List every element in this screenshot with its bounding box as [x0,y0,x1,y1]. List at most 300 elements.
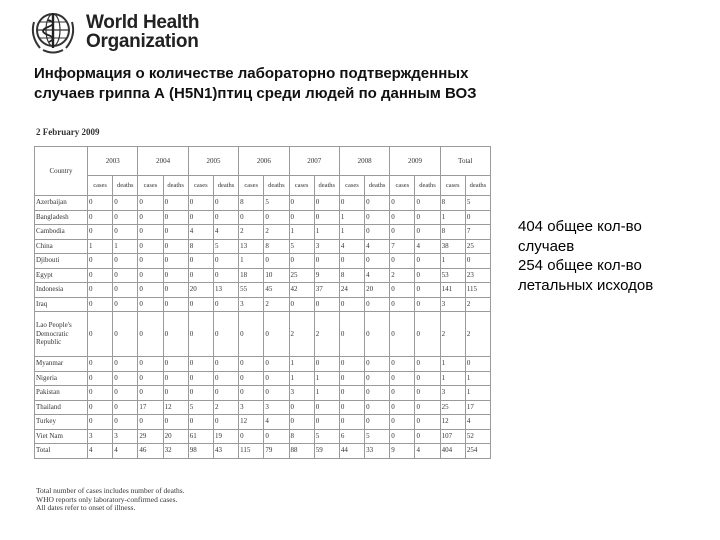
cases-cell: 0 [339,400,364,415]
deaths-cell: 0 [365,386,390,401]
cases-cell: 0 [88,371,113,386]
deaths-cell: 0 [163,239,188,254]
deaths-subheader: deaths [415,176,440,196]
cases-subheader: cases [289,176,314,196]
cases-cell: 24 [339,283,364,298]
cases-cell: 8 [440,196,465,211]
deaths-subheader: deaths [213,176,238,196]
cases-cell: 0 [138,196,163,211]
cases-cell: 0 [289,210,314,225]
deaths-cell: 0 [213,415,238,430]
deaths-cell: 25 [465,239,490,254]
deaths-cell: 0 [365,357,390,372]
deaths-cell: 4 [264,415,289,430]
cases-cell: 0 [138,297,163,312]
report-date: 2 February 2009 [36,127,100,137]
deaths-subheader: deaths [264,176,289,196]
deaths-cell: 0 [415,297,440,312]
deaths-cell: 0 [213,312,238,357]
cases-cell: 0 [138,268,163,283]
footnote: WHO reports only laboratory-confirmed cases. [36,494,178,504]
deaths-cell: 23 [465,268,490,283]
cases-cell: 2 [440,312,465,357]
deaths-cell: 0 [365,196,390,211]
deaths-cell: 0 [163,415,188,430]
deaths-cell: 0 [314,196,339,211]
deaths-cell: 0 [415,400,440,415]
deaths-cell: 7 [465,225,490,240]
cases-cell: 0 [188,312,213,357]
cases-cell: 1 [440,371,465,386]
deaths-cell: 0 [163,386,188,401]
table-row [35,400,491,415]
deaths-cell: 0 [264,357,289,372]
deaths-cell: 0 [314,400,339,415]
cases-cell: 0 [138,357,163,372]
deaths-cell: 0 [113,225,138,240]
cases-cell: 0 [390,254,415,269]
cases-cell: 9 [390,444,415,459]
cases-cell: 5 [289,239,314,254]
cases-cell: 0 [390,371,415,386]
table-row [35,225,491,240]
deaths-cell: 4 [113,444,138,459]
year-header: 2006 [239,147,289,176]
cases-cell: 1 [440,210,465,225]
country-cell: Azerbaijan [35,196,88,211]
deaths-cell: 0 [113,386,138,401]
deaths-cell: 0 [213,357,238,372]
deaths-cell: 4 [213,225,238,240]
cases-cell: 0 [239,371,264,386]
cases-cell: 1 [289,371,314,386]
deaths-cell: 3 [264,400,289,415]
deaths-cell: 0 [415,312,440,357]
cases-cell: 0 [239,357,264,372]
cases-cell: 0 [138,283,163,298]
deaths-cell: 254 [465,444,490,459]
summary-line: 254 общее кол-во [518,257,642,274]
cases-cell: 0 [390,312,415,357]
summary-text [518,217,708,295]
deaths-cell: 2 [465,312,490,357]
deaths-cell: 8 [264,239,289,254]
deaths-cell: 43 [213,444,238,459]
deaths-cell: 0 [113,210,138,225]
cases-cell: 88 [289,444,314,459]
cases-cell: 0 [88,415,113,430]
deaths-cell: 0 [163,297,188,312]
table-row [35,297,491,312]
deaths-cell: 0 [314,357,339,372]
deaths-cell: 0 [415,415,440,430]
deaths-subheader: deaths [314,176,339,196]
cases-cell: 61 [188,429,213,444]
deaths-cell: 20 [365,283,390,298]
deaths-cell: 10 [264,268,289,283]
deaths-cell: 0 [113,297,138,312]
country-cell: Djibouti [35,254,88,269]
cases-subheader: cases [339,176,364,196]
deaths-cell: 0 [213,268,238,283]
deaths-cell: 2 [213,400,238,415]
cases-cell: 0 [289,297,314,312]
deaths-cell: 0 [415,196,440,211]
cases-cell: 0 [239,429,264,444]
deaths-cell: 0 [113,371,138,386]
cases-cell: 7 [390,239,415,254]
cases-subheader: cases [188,176,213,196]
deaths-cell: 0 [365,371,390,386]
deaths-cell: 2 [264,297,289,312]
deaths-cell: 2 [314,312,339,357]
cases-cell: 8 [289,429,314,444]
deaths-subheader: deaths [465,176,490,196]
cases-cell: 12 [440,415,465,430]
cases-cell: 13 [239,239,264,254]
table-row [35,239,491,254]
cases-cell: 0 [390,415,415,430]
cases-cell: 0 [88,254,113,269]
page-title: Информация о количестве лабораторно подтвержденных случаев гриппа А (H5N1)птиц среди людей по данным ВОЗ [34,65,477,102]
summary-line: летальных исходов [518,276,654,294]
cases-cell: 0 [138,386,163,401]
cases-cell: 0 [188,371,213,386]
logo-line2: Organization [86,31,199,52]
cases-cell: 2 [390,268,415,283]
deaths-cell: 1 [314,386,339,401]
deaths-cell: 5 [465,196,490,211]
cases-subheader: cases [390,176,415,196]
deaths-cell: 17 [465,400,490,415]
deaths-cell: 0 [163,357,188,372]
deaths-cell: 59 [314,444,339,459]
year-header: Total [440,147,490,176]
deaths-cell: 0 [415,254,440,269]
cases-cell: 3 [239,400,264,415]
cases-cell: 0 [88,297,113,312]
cases-cell: 0 [339,196,364,211]
deaths-cell: 0 [365,225,390,240]
country-cell: Turkey [35,415,88,430]
deaths-cell: 1 [113,239,138,254]
cases-cell: 3 [289,386,314,401]
cases-cell: 0 [188,254,213,269]
deaths-cell: 4 [365,268,390,283]
cases-cell: 0 [239,312,264,357]
cases-cell: 0 [289,196,314,211]
year-header: 2008 [339,147,389,176]
table-row [35,254,491,269]
deaths-cell: 0 [365,400,390,415]
deaths-cell: 12 [163,400,188,415]
deaths-cell: 0 [264,254,289,269]
deaths-cell: 0 [113,415,138,430]
deaths-cell: 0 [465,357,490,372]
deaths-cell: 0 [465,210,490,225]
table-body [35,196,491,459]
cases-cell: 0 [390,386,415,401]
deaths-cell: 115 [465,283,490,298]
footnotes [36,487,185,513]
cases-cell: 44 [339,444,364,459]
year-header: 2003 [88,147,138,176]
cases-subheader: cases [440,176,465,196]
deaths-cell: 0 [113,268,138,283]
year-header-row [35,147,491,176]
cases-cell: 0 [88,312,113,357]
cases-cell: 0 [188,415,213,430]
deaths-cell: 0 [365,312,390,357]
deaths-cell: 52 [465,429,490,444]
cases-cell: 20 [188,283,213,298]
table-row [35,196,491,211]
table-row [35,268,491,283]
cases-cell: 1 [339,225,364,240]
cases-cell: 4 [88,444,113,459]
cases-table-wrapper [34,146,491,459]
cases-cell: 4 [188,225,213,240]
country-header: Country [35,147,88,196]
cases-cell: 0 [88,400,113,415]
deaths-cell: 0 [163,225,188,240]
deaths-cell: 1 [314,371,339,386]
country-cell: Iraq [35,297,88,312]
cases-cell: 17 [138,400,163,415]
total-row [35,444,491,459]
deaths-cell: 0 [415,386,440,401]
cases-cell: 0 [289,254,314,269]
logo-line1: World Health [86,12,200,33]
deaths-cell: 0 [314,210,339,225]
deaths-cell: 5 [264,196,289,211]
cases-cell: 1 [440,357,465,372]
deaths-cell: 0 [415,225,440,240]
table-row [35,415,491,430]
deaths-cell: 0 [365,297,390,312]
deaths-cell: 0 [415,210,440,225]
deaths-subheader: deaths [113,176,138,196]
deaths-cell: 0 [113,283,138,298]
country-cell: Thailand [35,400,88,415]
country-cell: Cambodia [35,225,88,240]
deaths-cell: 0 [113,357,138,372]
year-header: 2005 [188,147,238,176]
cases-cell: 0 [390,357,415,372]
deaths-cell: 0 [163,371,188,386]
deaths-cell: 0 [213,386,238,401]
deaths-cell: 4 [415,239,440,254]
deaths-cell: 0 [113,196,138,211]
cases-cell: 1 [440,254,465,269]
summary-line: 404 общее кол-во [518,218,642,235]
who-emblem-icon [28,8,78,56]
cases-subheader: cases [88,176,113,196]
cases-cell: 404 [440,444,465,459]
cases-cell: 0 [390,400,415,415]
cases-cell: 8 [339,268,364,283]
cases-cell: 0 [339,297,364,312]
deaths-cell: 0 [264,312,289,357]
cases-cell: 12 [239,415,264,430]
country-cell: Lao People's Democratic Republic [35,312,88,357]
deaths-cell: 4 [415,444,440,459]
cases-table [34,146,491,459]
cases-cell: 0 [390,225,415,240]
year-header: 2007 [289,147,339,176]
deaths-cell: 0 [264,429,289,444]
deaths-cell: 5 [314,429,339,444]
cases-cell: 0 [390,283,415,298]
deaths-cell: 0 [365,415,390,430]
cases-cell: 0 [138,415,163,430]
cases-cell: 0 [289,415,314,430]
cases-cell: 18 [239,268,264,283]
year-header: 2009 [390,147,440,176]
cases-cell: 1 [339,210,364,225]
deaths-cell: 9 [314,268,339,283]
country-cell: Pakistan [35,386,88,401]
deaths-subheader: deaths [163,176,188,196]
deaths-cell: 0 [465,254,490,269]
deaths-cell: 32 [163,444,188,459]
cases-cell: 29 [138,429,163,444]
country-cell: China [35,239,88,254]
deaths-cell: 0 [163,196,188,211]
cases-subheader: cases [138,176,163,196]
deaths-cell: 0 [314,297,339,312]
deaths-cell: 2 [465,297,490,312]
cases-cell: 0 [188,386,213,401]
cases-cell: 3 [88,429,113,444]
deaths-cell: 4 [365,239,390,254]
deaths-cell: 5 [365,429,390,444]
who-logo [28,8,199,56]
cases-cell: 115 [239,444,264,459]
cases-cell: 53 [440,268,465,283]
deaths-cell: 0 [415,283,440,298]
deaths-cell: 13 [213,283,238,298]
cases-cell: 1 [289,225,314,240]
deaths-cell: 2 [264,225,289,240]
cases-cell: 0 [188,268,213,283]
cases-cell: 0 [188,210,213,225]
cases-cell: 0 [239,210,264,225]
table-row [35,357,491,372]
deaths-cell: 0 [264,386,289,401]
deaths-cell: 1 [465,386,490,401]
cases-cell: 0 [339,386,364,401]
deaths-cell: 0 [213,196,238,211]
cases-cell: 1 [289,357,314,372]
cases-cell: 0 [138,312,163,357]
deaths-cell: 0 [163,210,188,225]
cases-cell: 0 [188,196,213,211]
country-cell: Egypt [35,268,88,283]
cases-cell: 0 [390,196,415,211]
cases-cell: 1 [88,239,113,254]
deaths-cell: 0 [213,210,238,225]
cases-cell: 0 [239,386,264,401]
cases-cell: 0 [390,297,415,312]
deaths-cell: 0 [415,429,440,444]
table-row [35,371,491,386]
cases-cell: 0 [188,357,213,372]
cases-cell: 0 [339,312,364,357]
deaths-cell: 0 [113,254,138,269]
deaths-cell: 5 [213,239,238,254]
deaths-cell: 4 [465,415,490,430]
cases-cell: 1 [239,254,264,269]
subheader-row [35,176,491,196]
deaths-cell: 0 [365,210,390,225]
cases-cell: 0 [390,210,415,225]
cases-cell: 0 [88,210,113,225]
deaths-cell: 0 [264,210,289,225]
deaths-cell: 1 [314,225,339,240]
footnote: All dates refer to onset of illness. [36,503,136,512]
year-header: 2004 [138,147,188,176]
deaths-subheader: deaths [365,176,390,196]
cases-cell: 2 [239,225,264,240]
cases-cell: 0 [138,239,163,254]
cases-cell: 8 [239,196,264,211]
cases-cell: 0 [88,225,113,240]
cases-cell: 8 [188,239,213,254]
deaths-cell: 37 [314,283,339,298]
table-row [35,312,491,357]
deaths-cell: 1 [465,371,490,386]
deaths-cell: 0 [264,371,289,386]
cases-cell: 0 [289,400,314,415]
cases-cell: 0 [88,196,113,211]
cases-cell: 0 [339,415,364,430]
deaths-cell: 0 [314,415,339,430]
deaths-cell: 20 [163,429,188,444]
deaths-cell: 0 [113,400,138,415]
cases-cell: 8 [440,225,465,240]
cases-cell: 141 [440,283,465,298]
deaths-cell: 3 [113,429,138,444]
cases-cell: 0 [138,371,163,386]
table-row [35,283,491,298]
deaths-cell: 0 [113,312,138,357]
deaths-cell: 0 [213,297,238,312]
deaths-cell: 45 [264,283,289,298]
cases-cell: 0 [88,283,113,298]
deaths-cell: 0 [415,371,440,386]
cases-cell: 42 [289,283,314,298]
deaths-cell: 0 [365,254,390,269]
cases-subheader: cases [239,176,264,196]
deaths-cell: 3 [314,239,339,254]
footnote: Total number of cases includes number of deaths. [36,486,185,495]
cases-cell: 0 [390,429,415,444]
cases-cell: 3 [239,297,264,312]
cases-cell: 0 [188,297,213,312]
cases-cell: 5 [188,400,213,415]
cases-cell: 0 [88,386,113,401]
deaths-cell: 19 [213,429,238,444]
cases-cell: 3 [440,386,465,401]
cases-cell: 0 [339,254,364,269]
table-row [35,210,491,225]
cases-cell: 25 [289,268,314,283]
table-row [35,386,491,401]
summary-line: случаев [518,237,575,255]
deaths-cell: 0 [314,254,339,269]
cases-cell: 0 [339,371,364,386]
